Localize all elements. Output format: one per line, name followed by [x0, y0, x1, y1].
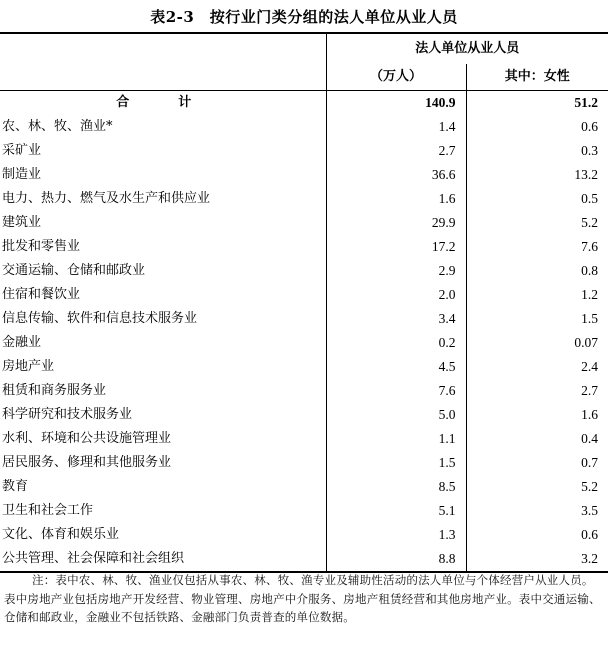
- employees-total-cell: 8.8: [326, 547, 466, 572]
- table-row: [0, 451, 608, 475]
- table-row: [0, 283, 608, 307]
- employees-total-cell: 5.0: [326, 403, 466, 427]
- employees-total-cell: 2.9: [326, 259, 466, 283]
- employees-total-cell: 36.6: [326, 163, 466, 187]
- industry-label: 制造业: [2, 167, 42, 182]
- employees-female-cell: 7.6: [466, 235, 608, 259]
- industry-label: 采矿业: [2, 143, 42, 158]
- header-blank: [0, 33, 326, 64]
- table-row: [0, 379, 608, 403]
- table-row: [0, 499, 608, 523]
- employees-female-cell: 1.5: [466, 307, 608, 331]
- table-row: [0, 307, 608, 331]
- employment-table: [0, 32, 608, 573]
- employees-total-cell: 4.5: [326, 355, 466, 379]
- employees-total-cell: 0.2: [326, 331, 466, 355]
- employees-total-cell: 17.2: [326, 235, 466, 259]
- employees-female-cell: 3.5: [466, 499, 608, 523]
- table-row: [0, 163, 608, 187]
- employees-total-cell: 2.0: [326, 283, 466, 307]
- header-female-col: 其中：女性: [466, 64, 608, 91]
- industry-label: 房地产业: [2, 359, 55, 374]
- employees-female-cell: 2.7: [466, 379, 608, 403]
- industry-label: 农、林、牧、渔业*: [2, 119, 113, 134]
- industry-label: 批发和零售业: [2, 239, 81, 254]
- employees-female-cell: 3.2: [466, 547, 608, 572]
- industry-label: 合 计: [116, 95, 210, 110]
- table-row: [0, 187, 608, 211]
- employees-female-cell: 0.7: [466, 451, 608, 475]
- employees-female-cell: 1.6: [466, 403, 608, 427]
- table-title: 表2-3 按行业门类分组的法人单位从业人员: [150, 8, 458, 26]
- employees-female-cell: 51.2: [466, 91, 608, 116]
- industry-label: 水利、环境和公共设施管理业: [2, 431, 172, 446]
- total-row: [0, 91, 608, 116]
- employees-female-cell: 5.2: [466, 475, 608, 499]
- employees-total-cell: 5.1: [326, 499, 466, 523]
- industry-label: 教育: [2, 479, 29, 494]
- table-footnote: 注：表中农、林、牧、渔业仅包括从事农、林、牧、渔专业及辅助性活动的法人单位与个体经营户从业人员。表中房地产业包括房地产开发经营、物业管理、房地产中介服务、房地产租赁经营和其他房地产业。表中交通运输、仓储和邮政业，金融业不包括铁路、金融部门负责普查的单位数据。: [4, 573, 601, 624]
- header-group-label: 法人单位从业人员: [326, 33, 608, 64]
- employees-female-cell: 0.4: [466, 427, 608, 451]
- table-row: [0, 235, 608, 259]
- employees-female-cell: 0.07: [466, 331, 608, 355]
- header-row-columns: [0, 64, 608, 91]
- employees-female-cell: 0.3: [466, 139, 608, 163]
- employees-total-cell: 1.3: [326, 523, 466, 547]
- industry-label: 电力、热力、燃气及水生产和供应业: [2, 191, 211, 206]
- industry-label: 租赁和商务服务业: [2, 383, 107, 398]
- employees-total-cell: 2.7: [326, 139, 466, 163]
- table-row: [0, 139, 608, 163]
- employees-female-cell: 0.6: [466, 523, 608, 547]
- table-row: [0, 331, 608, 355]
- employees-total-cell: 3.4: [326, 307, 466, 331]
- header-total-col: （万人）: [326, 64, 466, 91]
- employees-female-cell: 5.2: [466, 211, 608, 235]
- header-row-group: [0, 33, 608, 64]
- employees-total-cell: 8.5: [326, 475, 466, 499]
- employees-female-cell: 1.2: [466, 283, 608, 307]
- industry-label: 住宿和餐饮业: [2, 287, 81, 302]
- employees-total-cell: 1.4: [326, 115, 466, 139]
- employees-total-cell: 1.5: [326, 451, 466, 475]
- employees-female-cell: 13.2: [466, 163, 608, 187]
- employees-total-cell: 1.6: [326, 187, 466, 211]
- table-row: [0, 403, 608, 427]
- table-row: [0, 259, 608, 283]
- industry-label: 建筑业: [2, 215, 42, 230]
- industry-label: 居民服务、修理和其他服务业: [2, 455, 172, 470]
- employees-female-cell: 2.4: [466, 355, 608, 379]
- employees-female-cell: 0.8: [466, 259, 608, 283]
- industry-label: 交通运输、仓储和邮政业: [2, 263, 146, 278]
- employees-female-cell: 0.6: [466, 115, 608, 139]
- header-blank-2: [0, 64, 326, 91]
- industry-label: 金融业: [2, 335, 42, 350]
- table-row: [0, 211, 608, 235]
- industry-label: 卫生和社会工作: [2, 503, 94, 518]
- industry-label: 信息传输、软件和信息技术服务业: [2, 311, 198, 326]
- table-row: [0, 547, 608, 572]
- employees-total-cell: 29.9: [326, 211, 466, 235]
- table-row: [0, 427, 608, 451]
- table-row: [0, 355, 608, 379]
- industry-label: 文化、体育和娱乐业: [2, 527, 120, 542]
- table-row: [0, 475, 608, 499]
- employees-total-cell: 1.1: [326, 427, 466, 451]
- employees-total-cell: 140.9: [326, 91, 466, 116]
- table-row: [0, 115, 608, 139]
- employees-female-cell: 0.5: [466, 187, 608, 211]
- industry-label: 科学研究和技术服务业: [2, 407, 133, 422]
- employees-total-cell: 7.6: [326, 379, 466, 403]
- industry-label: 公共管理、社会保障和社会组织: [0, 547, 326, 572]
- table-row: [0, 523, 608, 547]
